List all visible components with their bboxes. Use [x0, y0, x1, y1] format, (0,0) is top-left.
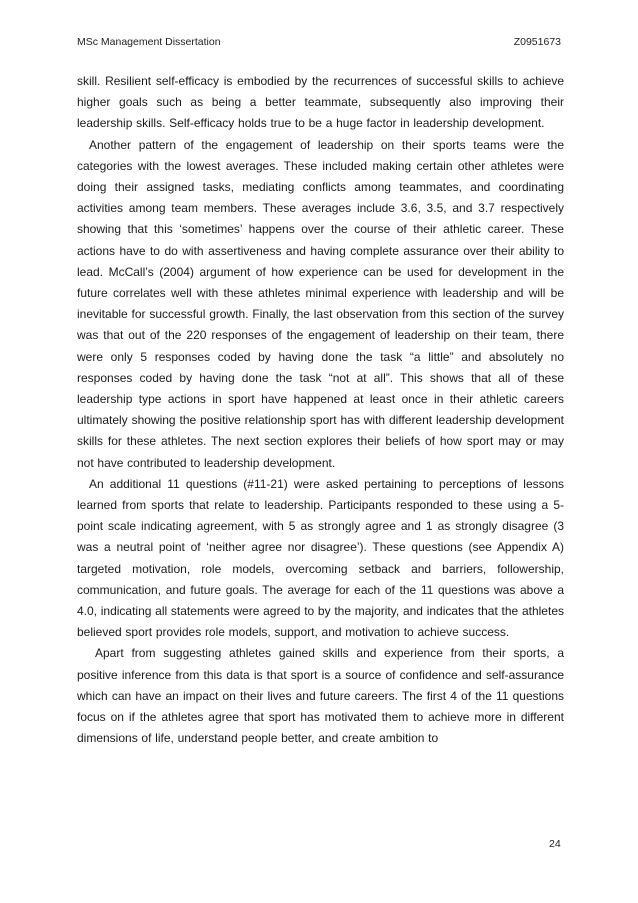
- paragraph-self-efficacy: skill. Resilient self-efficacy is embodied by the recurrences of successful skills to achieve higher goals such as being a better teammate, subsequently also improving their leadership skills. Self-efficacy holds true to be a huge factor in leadership development.: [77, 74, 564, 131]
- header-student-id: Z0951673: [513, 36, 561, 48]
- header-title: MSc Management Dissertation: [77, 36, 221, 48]
- page-number: 24: [549, 838, 561, 850]
- paragraph-confidence: Apart from suggesting athletes gained skills and experience from their sports, a positive inference from this data is that sport is a source of confidence and self-assurance which can have an impact on their lives and future careers. The first 4 of the 11 questions focus on if the athletes agree that sport has motivated them to achieve more in different dimensions of life, understand people better, and create ambition to: [77, 646, 564, 746]
- document-body: [77, 71, 564, 750]
- paragraph-additional-questions: An additional 11 questions (#11-21) were asked pertaining to perceptions of lessons learned from sports that relate to leadership. Participants responded to these using a 5-point scale indicating agreement, with 5 as strongly agree and 1 as strongly disagree (3 was a neutral point of ‘neither agree nor disagree’). These questions (see Appendix A) targeted motivation, role models, overcoming setback and barriers, followership, communication, and future goals. The average for each of the 11 questions was above a 4.0, indicating all statements were agreed to by the majority, and indicates that the athletes believed sport provides role models, support, and motivation to achieve success.: [77, 476, 564, 640]
- page-header: [77, 36, 561, 52]
- paragraph-lowest-averages: Another pattern of the engagement of leadership on their sports teams were the categories with the lowest averages. These included making certain other athletes were doing their assigned tasks, mediating conflicts among teammates, and coordinating activities among team members. These averages include 3.6, 3.5, and 3.7 respectively showing that this ‘sometimes’ happens over the course of their athletic career. These actions have to do with assertiveness and having complete assurance over their ability to lead. McCall’s (2004) argument of how experience can be used for development in the future correlates well with these athletes minimal experience with leadership and will be inevitable for successful growth. Finally, the last observation from this section of the survey was that out of the 220 responses of the engagement of leadership on their team, there were only 5 responses coded by having done the task “a little” and absolutely no responses coded by having done the task “not at all”. This shows that all of these leadership type actions in sport have happened at least once in their athletic careers ultimately showing the positive relationship sport has with different leadership development skills for these athletes. The next section explores their beliefs of how sport may or may not have contributed to leadership development.: [77, 137, 564, 470]
